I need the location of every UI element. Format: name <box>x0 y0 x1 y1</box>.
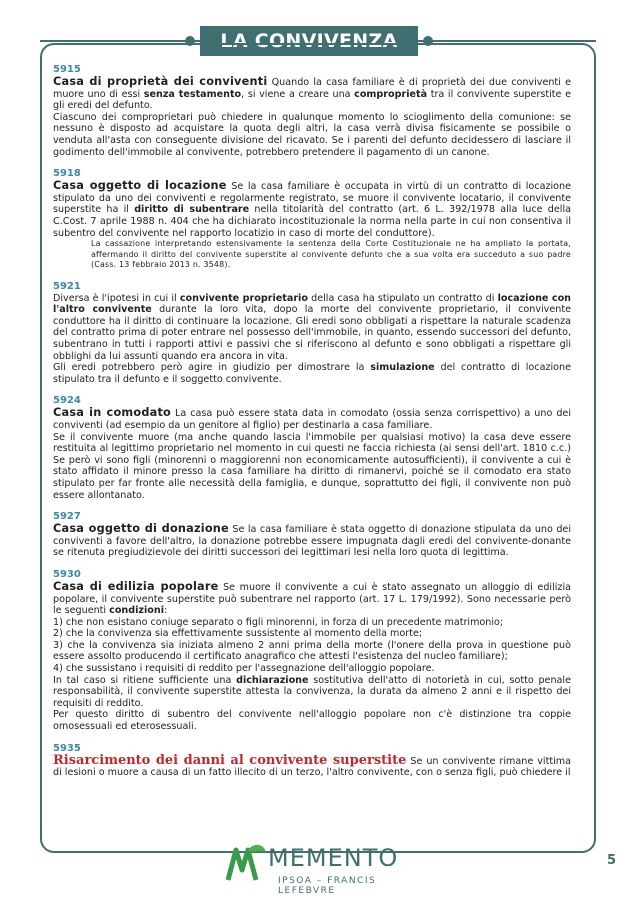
logo-word: MEMENTO <box>268 844 399 872</box>
section-paragraph: Se il convivente muore (ma anche quando lascia l'immobile per qualsiasi motivo) la casa deve essere restituita al legittimo proprietario nel momento in cui questi ne faccia richiesta (ai sensi dell'art. 1810 c.c.) Se però vi sono figli (minorenni o maggiorenni non economicamente autosufficienti), il convivente a cui è stato affidato il minore presso la casa familiare ha diritto di rimanervi, poiché se il comodato era stato stipulato per far fronte alle necessità della famiglia, e dunque, soprattutto dei figli, il convivente non può essere allontanato. <box>53 431 571 501</box>
text-run: : <box>164 605 168 617</box>
section-number: 5915 <box>53 64 81 75</box>
text-run: durante la loro vita, dopo la morte del convivente proprietario, il convivente conduttore ha il diritto di continuare la locazione. Gli eredi sono obbligati a rispettare la naturale scadenza del contratto prima di poter entrare nel possesso dell'immobile, in quanto, essendo successori del defunto, subentrano in tutti i rapporti attivi e passivi che si riferiscono al defunto e sono obbligati a rispettare gli obblighi da lui assunti quando era ancora in vita. <box>53 304 571 362</box>
text-run: Quando la casa familiare è di proprietà dei due conviventi e muore uno di essi <box>53 77 571 100</box>
section-5924 <box>53 395 571 501</box>
text-run: Se muore il convivente a cui è stato assegnato un alloggio di edilizia popolare, il convivente superstite può subentrare nel rapporto (art. 17 L. 179/1992). Sono necessarie però le seguenti <box>53 581 571 617</box>
text-run: Se la casa familiare è stata oggetto di donazione stipulata da uno dei conviventi a favore dell'altro, la donazione potrebbe essere impugnata dagli eredi del convivente-donante se ritenuta pregiudizievole dei diritti successori dei legittimari lesi nella loro quota di legittima. <box>53 524 571 559</box>
section-paragraph <box>53 675 571 710</box>
logo-subtitle: IPSOA – FRANCIS LEFEBVRE <box>278 876 377 896</box>
section-5930 <box>53 569 571 733</box>
text-run: nella titolarità del contratto (art. 6 L. 392/1978 alla luce della C.Cost. 7 aprile 1988 n. 404 che ha dichiarato incostituzionale la norma nella parte in cui non consentiva il subentro del convivente nel rapporto locatizio in caso di morte del conduttore). <box>53 204 572 239</box>
section-paragraph <box>53 752 571 779</box>
section-heading: Casa oggetto di donazione <box>53 522 229 536</box>
text-run: del contratto di locazione stipulato tra il defunto e il soggetto convivente. <box>53 362 571 385</box>
bold-text: locazione con l'altro convivente <box>53 292 571 316</box>
text-run: , si viene a creare una <box>241 88 355 100</box>
text-run: sostitutiva dell'atto di notorietà in cui, sotto penale responsabilità, il convivente superstite attesta la convivenza, la durata da almeno 2 anni e il rispetto dei requisiti di reddito. <box>53 674 571 709</box>
section-paragraph: 3) che la convivenza sia iniziata almeno 2 anni prima della morte (l'onere della prova in questione può essere assolto producendo il certificato anagrafico che attesti l'esistenza del nucleo familiare); <box>53 639 571 663</box>
section-5935 <box>53 743 571 779</box>
section-number: 5924 <box>53 395 81 407</box>
case-law-note: La cassazione interpretando estensivamente la sentenza della Corte Costituzionale ne ha ampliato la portata, affermando il diritto del convivente superstite al convivente defunto che a sua volta era succeduto a suo padre (Cass. 13 febbraio 2013 n. 3548). <box>91 239 571 270</box>
text-run: della casa ha stipulato un contratto di <box>307 292 498 304</box>
section-heading: Risarcimento dei danni al convivente superstite <box>53 752 407 768</box>
section-number: 5918 <box>53 168 81 180</box>
text-run: Diversa è l'ipotesi in cui il <box>53 292 180 304</box>
bold-text: convivente proprietario <box>179 292 308 304</box>
section-number: 5921 <box>53 280 81 292</box>
section-paragraph: 4) che sussistano i requisiti di reddito per l'assegnazione dell'alloggio popolare. <box>53 663 435 675</box>
section-paragraph <box>53 293 571 363</box>
section-heading: Casa oggetto di locazione <box>53 179 227 193</box>
text-run: tra il convivente superstite e gli eredi del defunto. <box>53 88 571 112</box>
section-paragraph <box>53 407 571 431</box>
section-paragraph <box>53 523 571 559</box>
text-run: La casa può essere stata data in comodato (ossia senza corrispettivo) a uno dei conviventi (ad esempio da un genitore al figlio) per destinarla a casa familiare. <box>53 408 571 431</box>
section-heading: Casa di proprietà dei conviventi <box>53 75 268 88</box>
section-5915 <box>53 64 571 158</box>
text-run: Se la casa familiare è occupata in virtù di un contratto di locazione stipulato da uno dei conviventi e regolarmente registrato, se muore il convivente locatario, il convivente superstite ha il <box>53 181 572 216</box>
section-5927 <box>53 511 571 559</box>
bold-text: comproprietà <box>354 88 428 100</box>
section-5921 <box>53 281 571 386</box>
text-run: Se un convivente rimane vittima di lesioni o muore a causa di un fatto illecito di un terzo, l'altro convivente, con o senza figli, può chiedere il <box>53 755 571 779</box>
bold-text: condizioni <box>109 605 165 617</box>
page-title: LA CONVIVENZA <box>220 30 398 52</box>
bold-text: senza testamento <box>143 88 242 100</box>
section-heading: Casa in comodato <box>53 406 172 420</box>
section-paragraph <box>53 581 571 617</box>
section-5918 <box>53 168 571 270</box>
content-area <box>53 64 571 789</box>
section-paragraph: 1) che non esistano coniuge separato o figli minorenni, in forza di un precedente matrimonio; <box>53 616 504 628</box>
logo-mark-icon <box>222 840 268 886</box>
section-paragraph <box>53 362 571 385</box>
bold-text: dichiarazione <box>236 674 309 686</box>
section-heading: Casa di edilizia popolare <box>53 579 219 593</box>
section-paragraph <box>53 76 571 112</box>
section-number: 5930 <box>53 568 81 580</box>
text-run: Per questo diritto di subentro del convivente nell'alloggio popolare non c'è distinzione tra coppie omosessuali ed eterosessuali. <box>53 709 571 733</box>
section-paragraph: Ciascuno dei comproprietari può chiedere in qualunque momento lo scioglimento della comunione: se nessuno è disposto ad acquistare la quota degli altri, la casa verrà divisa fisicamente se possibile o venduta all'asta con conseguente divisione del ricavato. Se i parenti del defunto decidessero di lasciare il godimento dell'immobile al convivente, potrebbero pretendere il pagamento di un canone. <box>53 111 571 158</box>
bold-text: diritto di subentrare <box>134 204 250 216</box>
section-number: 5935 <box>53 742 81 754</box>
section-paragraph: 2) che la convivenza sia effettivamente sussistente al momento della morte; <box>53 628 423 640</box>
section-paragraph <box>53 709 571 732</box>
section-paragraph <box>53 180 571 239</box>
memento-logo <box>222 838 422 898</box>
text-run: Gli eredi potrebbero però agire in giudizio per dimostrare la <box>53 362 371 374</box>
text-run: In tal caso si ritiene sufficiente una <box>53 674 237 686</box>
section-number: 5927 <box>53 511 81 523</box>
page-number: 5 <box>607 853 617 868</box>
bold-text: simulazione <box>370 362 435 374</box>
